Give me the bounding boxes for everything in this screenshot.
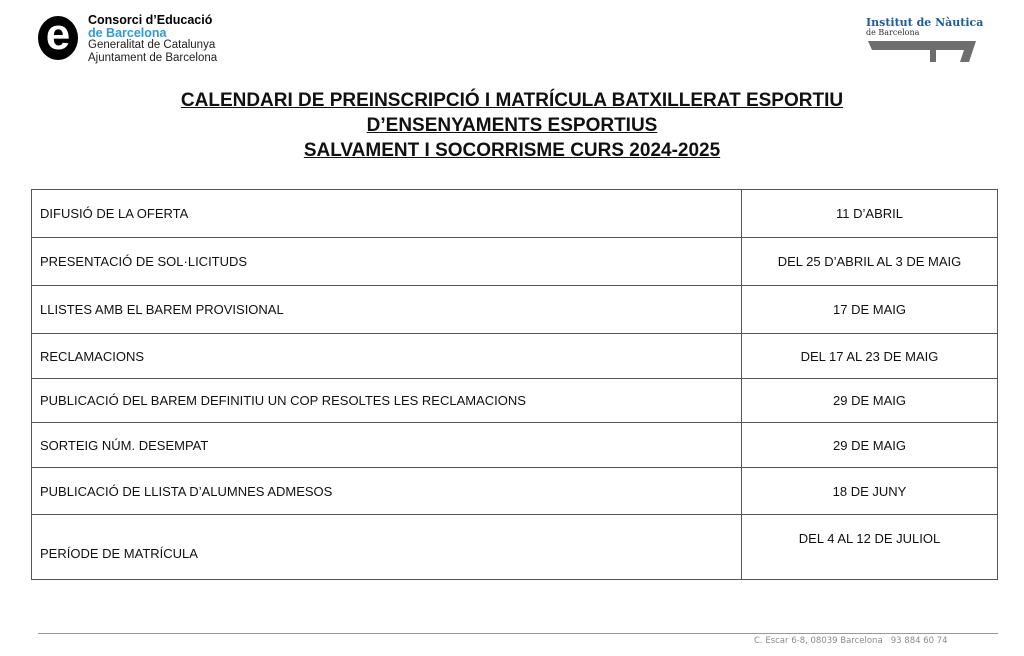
- activity-cell: PUBLICACIÓ DEL BAREM DEFINITIU UN COP RESOLTES LES RECLAMACIONS: [32, 379, 742, 423]
- activity-cell: DIFUSIÓ DE LA OFERTA: [32, 190, 742, 238]
- date-cell: 18 DE JUNY: [742, 468, 998, 515]
- activity-cell: SORTEIG NÚM. DESEMPAT: [32, 423, 742, 468]
- table-row: [32, 334, 998, 379]
- footer-contact: [754, 636, 948, 646]
- table-row: [32, 423, 998, 468]
- title-line-3: SALVAMENT I SOCORRISME CURS 2024-2025: [303, 140, 721, 161]
- table-row: [32, 515, 998, 580]
- consorci-logo-text: [88, 14, 217, 64]
- title-line-1: CALENDARI DE PREINSCRIPCIÓ I MATRÍCULA BATXILLERAT ESPORTIU: [180, 90, 844, 111]
- date-cell: 29 DE MAIG: [742, 379, 998, 423]
- footer-address: C. Escar 6-8, 08039 Barcelona: [754, 636, 883, 646]
- generalitat-label: Generalitat de Catalunya: [88, 39, 216, 51]
- institut-name: Institut de Nàutica: [866, 16, 984, 29]
- institut-city: de Barcelona: [866, 28, 920, 37]
- activity-cell: PUBLICACIÓ DE LLISTA D’ALUMNES ADMESOS: [32, 468, 742, 515]
- footer-phone: 93 884 60 74: [890, 636, 948, 646]
- table-row: [32, 379, 998, 423]
- footer-divider: [38, 633, 998, 634]
- activity-cell: LLISTES AMB EL BAREM PROVISIONAL: [32, 286, 742, 334]
- title-line-2: D’ENSENYAMENTS ESPORTIUS: [366, 115, 658, 136]
- calendar-table: [31, 189, 998, 580]
- date-cell: 29 DE MAIG: [742, 423, 998, 468]
- table-row: [32, 190, 998, 238]
- ajuntament-label: Ajuntament de Barcelona: [88, 51, 218, 64]
- date-cell: 11 D’ABRIL: [742, 190, 998, 238]
- date-cell: 17 DE MAIG: [742, 286, 998, 334]
- consorci-e-logo-icon: e: [38, 16, 78, 60]
- table-row: [32, 468, 998, 515]
- activity-cell: PRESENTACIÓ DE SOL·LICITUDS: [32, 238, 742, 286]
- document-title: [0, 88, 1024, 163]
- activity-cell: PERÍODE DE MATRÍCULA: [32, 515, 742, 580]
- date-cell: DEL 17 AL 23 DE MAIG: [742, 334, 998, 379]
- consorci-city: de Barcelona: [88, 25, 167, 40]
- table-row: [32, 286, 998, 334]
- boat-hull-icon: [868, 38, 980, 66]
- date-cell: DEL 25 D’ABRIL AL 3 DE MAIG: [742, 238, 998, 286]
- consorci-logo: [38, 10, 218, 64]
- consorci-name: Consorci d’Educació: [88, 13, 213, 27]
- table-row: [32, 238, 998, 286]
- institut-nautica-logo: [866, 16, 984, 66]
- activity-cell: RECLAMACIONS: [32, 334, 742, 379]
- date-cell: DEL 4 AL 12 DE JULIOL: [742, 515, 998, 580]
